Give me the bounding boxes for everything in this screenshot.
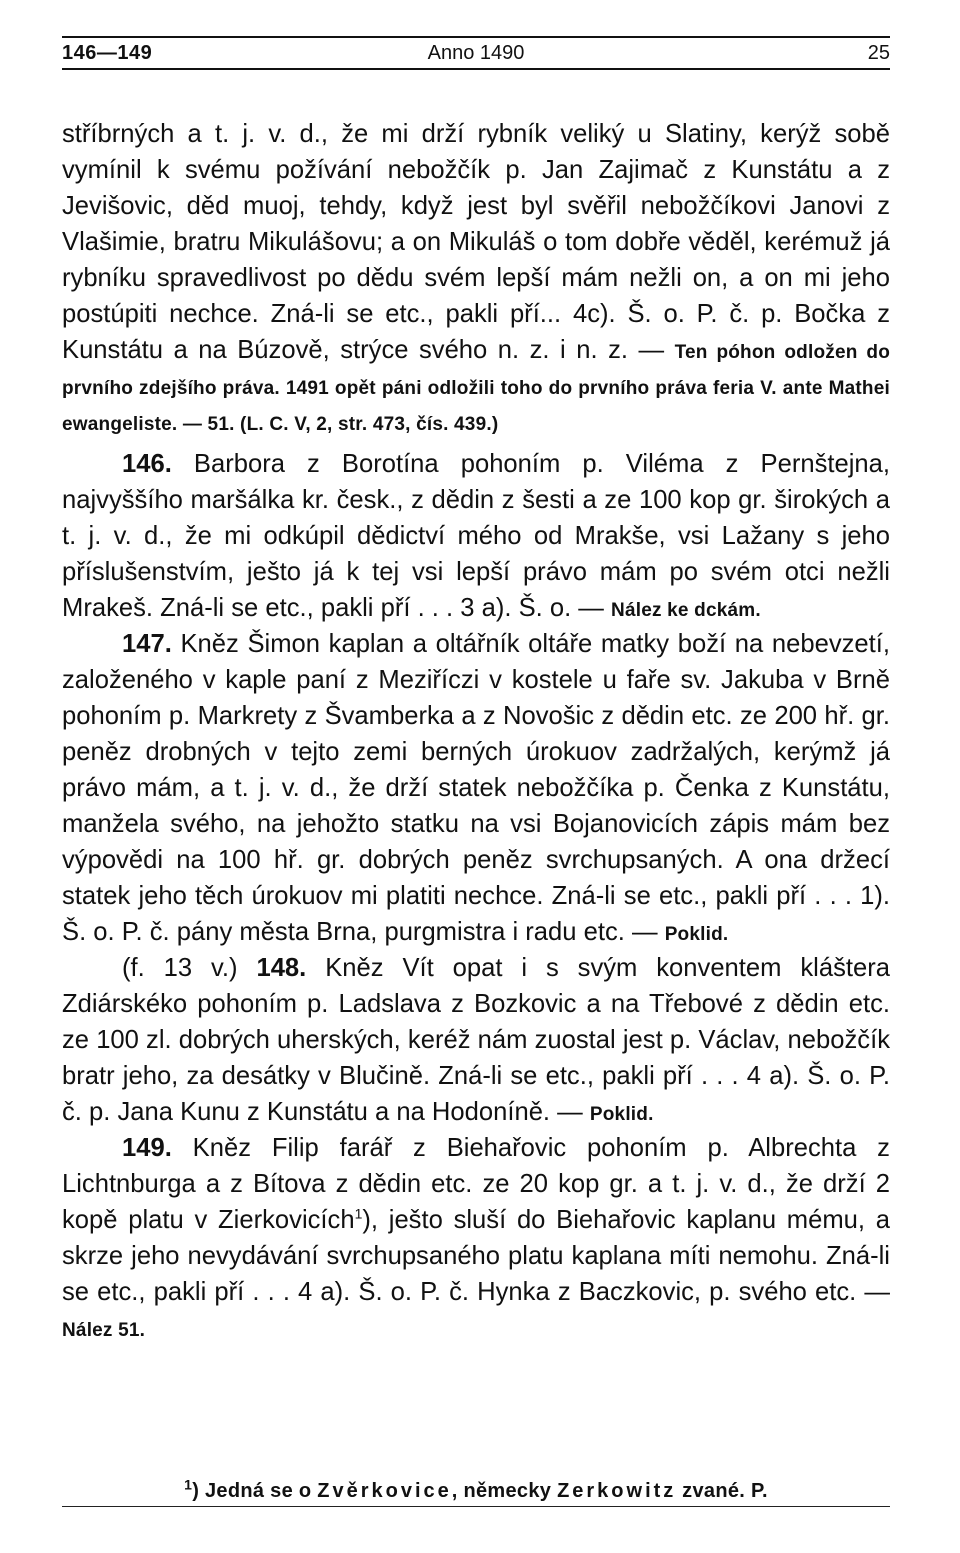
- entry-149-number: 149.: [122, 1134, 172, 1162]
- footnote-divider: [62, 1506, 890, 1507]
- entry-145-text: stříbrných a t. j. v. d., že mi drží rybník veliký u Slatiny, kerýž sobě vymínil k svému požívání nebožčík p. Jan Zajimač z Kunstátu a z Jevišovic, děd muoj, tehdy, když jest byl svěřil nebožčíkovi Janovi z Vlašimie, bratru Mikulášovu; a on Mikuláš o tom dobře věděl, kerémuž já rybníku spravedlivost po dědu svém lepší mám nežli on, a on mi jeho postúpiti nechce. Zná-li se etc., pakli pří... 4c). Š. o. P. č. p. Bočka z Kunstátu a na Búzově, strýce svého n. z. i n. z. —: [62, 120, 890, 364]
- footnote-spaced-b: Zerkowitz: [557, 1480, 677, 1502]
- page-body: [62, 116, 890, 1346]
- entry-147: [62, 626, 890, 950]
- footnote-ref: 1: [354, 1205, 363, 1222]
- entry-148-number: 148.: [256, 954, 307, 982]
- footnote-spaced-a: Zvěrkovice: [317, 1480, 452, 1502]
- entry-147-note: Poklid.: [664, 924, 729, 945]
- entry-146-number: 146.: [122, 450, 172, 478]
- entry-146: [62, 446, 890, 626]
- header-title: Anno 1490: [427, 42, 525, 64]
- entry-146-text: Barbora z Borotína pohoním p. Viléma z Pernštejna, najvyššího maršálka kr. česk., z dědin z šesti a ze 100 kop gr. širokých a t. j. v. d., že mi odkúpil dědictví mého od Mrakše, vsi Lažany s jeho příslušenstvím, ješto já k tej vsi lepší právo mám po svém otci nežli Mrakeš. Zná-li se etc., pakli pří . . . 3 a). Š. o. —: [62, 450, 890, 622]
- footnote-text-b: , německy: [451, 1480, 552, 1502]
- entry-148: [62, 950, 890, 1130]
- running-header: [62, 36, 890, 70]
- entry-147-number: 147.: [122, 630, 172, 658]
- entry-146-note: Nález ke dckám.: [611, 600, 761, 621]
- footnote-text-a: ) Jedná se o: [192, 1480, 312, 1502]
- entry-149-text-b: ), ješto sluší do Biehařovic kaplanu mému, a skrze jeho nevydávání svrchupsaného platu kaplana míti nemohu. Zná-li se etc., pakli pří . . . 4 a). Š. o. P. č. Hynka z Baczkovic, p. svého etc. —: [62, 1206, 891, 1306]
- entry-149-note: Nález 51.: [62, 1320, 146, 1341]
- entry-145-note: Ten póhon odložen do prvního zdejšího práva. 1491 opět páni odložili toho do prvního práva feria V. ante Mathei ewangeliste. — 51. (L. C. V, 2, str. 473, čís. 439.): [62, 342, 891, 435]
- page: [62, 36, 891, 1341]
- entry-148-folio: (f. 13 v.): [122, 954, 238, 982]
- entry-147-text: Kněz Šimon kaplan a oltářník oltáře matky boží na nebevzetí, založeného v kaple paní z Meziříczi v kostele u faře sv. Jakuba v Brně pohoním p. Markrety z Švamberka a z Novošic z dědin etc. ze 200 hř. gr. peněz drobných v tejto zemi berných úrokuov zadržalých, kerýmž já právo mám, a t. j. v. d., že drží statek nebožčíka p. Čenka z Kunstátu, manžela svého, na jehožto statku na vsi Bojanovicích zápis mám bez výpovědi na 100 hř. gr. dobrých peněz svrchupsaných. A ona držecí statek jeho těch úrokuov mi platiti nechce. Zná-li se etc., pakli pří . . . 1). Š. o. P. č. pány města Brna, purgmistra i radu etc. —: [62, 630, 890, 946]
- footnote-marker: 1: [184, 1476, 193, 1493]
- entry-149: [62, 1130, 890, 1346]
- footnote: [62, 1476, 890, 1503]
- entry-148-text: Kněz Vít opat i s svým konventem kláštera Zdiárskéko pohoním p. Ladslava z Bozkovic a na Třebové z dědin etc. ze 100 zl. dobrých uherských, keréž nám zuostal jest p. Václav, nebožčík bratr jeho, za desátky v Blučině. Zná-li se etc., pakli pří . . . 4 a). Š. o. P. č. p. Jana Kunu z Kunstátu a na Hodoníně. —: [62, 954, 890, 1126]
- page-number: 25: [867, 42, 890, 64]
- entry-148-note: Poklid.: [589, 1104, 654, 1125]
- entry-range: 146—149: [62, 42, 153, 64]
- entry-149-text-a: Kněz Filip farář z Biehařovic pohoním p. Albrechta z Lichtnburga a z Bítova z dědin etc. ze 20 kop gr. a t. j. v. d., že drží 2 kopě platu v Zierkovicích: [62, 1134, 890, 1234]
- footnote-text-c: zvané. P.: [676, 1480, 768, 1502]
- entry-145-continuation: [62, 116, 890, 440]
